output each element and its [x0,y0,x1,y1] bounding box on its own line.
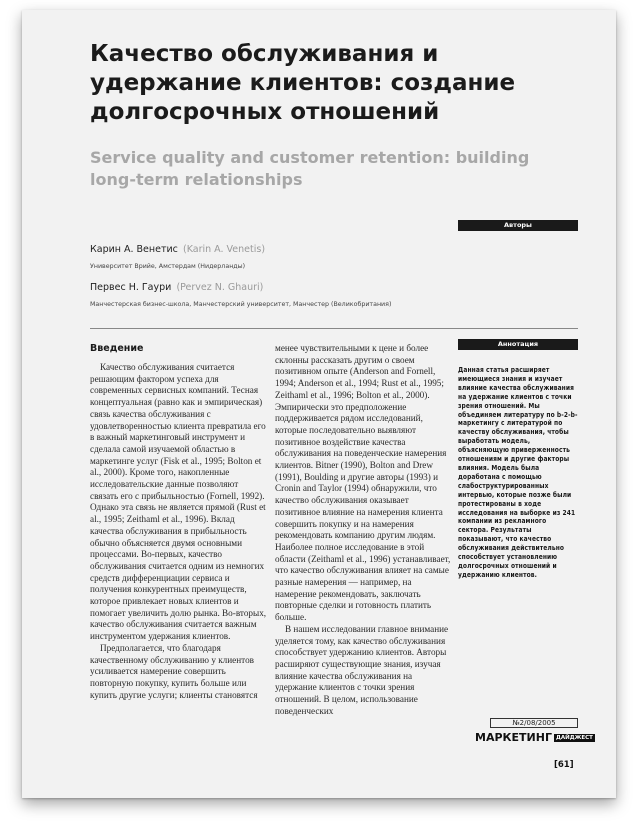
author-latin-name: (Pervez N. Ghauri) [176,282,264,293]
issue-number: №2/08/2005 [490,718,578,728]
author-latin-name: (Karin A. Venetis) [182,244,266,255]
journal-logo [475,731,595,744]
paragraph: Предполагается, что благодаря качественному обслуживанию у клиентов усиливается намерение совершить повторную покупку, купить больше или купить другие услуги; клиенты становятся [90,642,258,700]
author-affiliation: Манчестерская бизнес-школа, Манчестерский университет, Манчестер (Великобритания) [90,301,392,308]
divider [90,328,578,329]
abstract-label: Аннотация [458,339,578,350]
paragraph: В нашем исследовании главное внимание уделяется тому, как качество обслуживания способствует удержанию клиентов. Авторы расширяют существующие знания, изучая влияние качества обслуживания на удержание клиентов с точки зрения отношений. В целом, использование поведенческих [275,623,449,716]
authors-label: Авторы [458,220,578,231]
body-column-1 [90,362,268,701]
journal-page [22,10,616,798]
article-title-en: Service quality and customer retention: building long-term relationships [90,148,530,189]
author-2 [90,275,391,308]
author-affiliation: Университет Врийе, Амстердам (Нидерланды) [90,263,246,270]
paragraph: Качество обслуживания считается решающим фактором успеха для современных сервисных компаний. Тесная концептуальная (равно как и эмпирическая) связь качества обслуживания с удовлетворенностью клиента превратила его в важный маркетинговый инструмент и сделала самой изучаемой областью в маркетинге услуг (Fisk et al., 1995; Bolton et al., 2000). Кроме того, накопленные исследовательские данные позволяют связать его с прибыльностью (Fornell, 1992). Однако эта связь не является прямой (Rust et al., 1995; Zeithaml et al., 1996). Вклад качества обслуживания в прибыльность обычно объясняется двумя основными процессами. Во-первых, качество обслуживания считается одним из немногих средств дифференциации сервиса и получения конкурентных преимуществ, которое привлекает новых клиентов и помогает увеличить долю рынка. Во-вторых, качество обслуживания считается важным инструментом удержания клиентов. [90,362,267,642]
section-title: Введение [90,343,144,354]
article-title-ru: Качество обслуживания и удержание клиентов: создание долгосрочных отношений [90,41,516,125]
body-column-2 [275,343,453,718]
author-1 [90,237,265,270]
page-number: [61] [554,760,574,770]
abstract-text: Данная статья расширяет имеющиеся знания и изучает влияние качества обслуживания на удержание клиентов с точки зрения отношений. Мы объединяем литературу по b-2-b-маркетингу с литературой по качеству обслуживания, чтобы выработать модель, объясняющую приверженность отношениям и другие факторы влияния. Модель была доработана с помощью слабоструктурированных интервью, которые позже были протестированы в ходе исследования на выборке из 241 компании из рекламного сектора. Результаты показывают, что качество обслуживания действительно способствует установлению долгосрочных отношений и удержанию клиентов. [458,366,578,579]
journal-name-box: ДАЙДЖЕСТ [555,734,593,741]
journal-name: МАРКЕТИНГ [475,731,552,744]
author-name: Карин А. Венетис [90,244,178,255]
author-name: Первес Н. Гаури [90,282,172,293]
paragraph: менее чувствительными к цене и более склонны рассказать другим о своем позитивном опыте (Anderson and Fornell, 1994; Anderson et al., 1994; Rust et al., 1995; Zeithaml et al., 1996; Bolton et al., 2000). Эмпирически это предположение поддерживается рядом исследований, которые последовательно выявляют позитивное воздействие качества обслуживания на поведенческие намерения клиентов. Bitner (1990), Bolton and Drew (1991), Boulding и другие авторы (1993) и Cronin and Taylor (1994) обнаружили, что качество обслуживания оказывает позитивное влияние на намерения клиента совершить покупку и на намерения рекомендовать компанию другим людям. Наиболее полное исследование в этой области (Zeithaml et al., 1996) устанавливает, что качество обслуживания влияет на самые разные намерения — например, на намерение рекомендовать, заключать повторные сделки и готовность платить больше. [275,343,451,623]
